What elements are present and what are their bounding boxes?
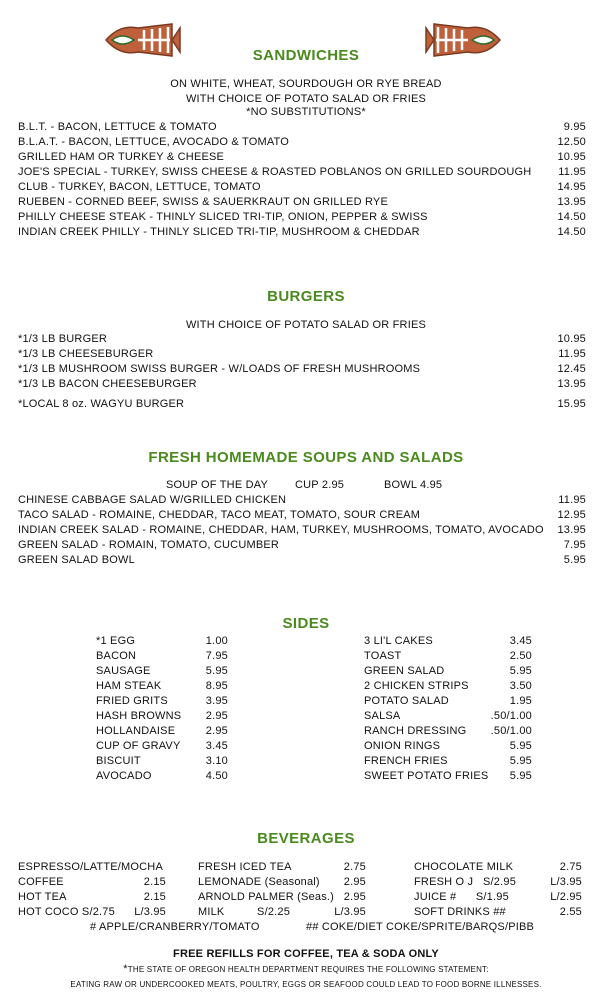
item-price: L/3.95	[334, 906, 366, 918]
item-name: B.L.A.T. - BACON, LETTUCE, AVOCADO & TOMATO	[18, 136, 290, 148]
item-name: ONION RINGS	[364, 740, 441, 752]
refills-notice: FREE REFILLS FOR COFFEE, TEA & SODA ONLY	[173, 948, 439, 960]
sandwiches-intro-sides: WITH CHOICE OF POTATO SALAD OR FRIES	[185, 93, 427, 105]
item-price: 13.95	[557, 524, 586, 536]
soup-cup-price: CUP 2.95	[295, 479, 345, 491]
side-item	[96, 634, 228, 649]
item-name: JOE'S SPECIAL - TURKEY, SWISS CHEESE & ROASTED POBLANOS ON GRILLED SOURDOUGH	[18, 166, 532, 178]
item-price: 5.95	[205, 665, 228, 677]
item-name: *LOCAL 8 oz. WAGYU BURGER	[18, 398, 185, 410]
menu-item	[18, 150, 586, 165]
item-price: 2.55	[559, 906, 582, 918]
item-name: ARNOLD PALMER (Seas.)	[198, 891, 335, 903]
item-name: SAUSAGE	[96, 665, 151, 677]
item-price: 2.95	[205, 710, 228, 722]
sides-left-column	[96, 634, 228, 784]
burgers-intro: WITH CHOICE OF POTATO SALAD OR FRIES	[185, 319, 427, 331]
menu-item	[18, 362, 586, 377]
beverage-item	[414, 890, 582, 905]
menu-item	[18, 553, 586, 568]
menu-item	[18, 347, 586, 362]
item-price: 2.95	[205, 725, 228, 737]
item-name: HOLLANDAISE	[96, 725, 176, 737]
beverages-column-3	[414, 860, 582, 920]
beverages-column-2	[198, 860, 366, 920]
item-name: RUEBEN - CORNED BEEF, SWISS & SAUERKRAUT ON GRILLED RYE	[18, 196, 389, 208]
item-name: FRESH O J S/2.95	[414, 876, 517, 888]
soda-note: ## COKE/DIET COKE/SPRITE/BARQS/PIBB	[306, 921, 535, 933]
menu-item	[18, 493, 586, 508]
item-name: FRIED GRITS	[96, 695, 168, 707]
side-item	[96, 649, 228, 664]
beverage-item	[198, 860, 366, 875]
item-name: GREEN SALAD - ROMAIN, TOMATO, CUCUMBER	[18, 539, 280, 551]
item-name: 3 LI'L CAKES	[364, 635, 433, 647]
item-price: 11.95	[558, 494, 586, 506]
soup-of-day-label: SOUP OF THE DAY	[166, 479, 269, 491]
item-price: 9.95	[563, 121, 586, 133]
item-price: 14.50	[557, 211, 586, 223]
item-price: 14.95	[557, 181, 586, 193]
beverage-item	[414, 905, 582, 920]
item-name: RANCH DRESSING	[364, 725, 467, 737]
item-price: 4.50	[205, 770, 228, 782]
side-item	[364, 664, 532, 679]
side-item	[96, 664, 228, 679]
item-name: *1/3 LB BACON CHEESEBURGER	[18, 378, 197, 390]
item-price: 7.95	[205, 650, 228, 662]
item-price: 3.95	[205, 695, 228, 707]
item-price: 3.50	[509, 680, 532, 692]
item-price: 1.95	[509, 695, 532, 707]
item-name: B.L.T. - BACON, LETTUCE & TOMATO	[18, 121, 217, 133]
side-item	[364, 739, 532, 754]
side-item	[96, 739, 228, 754]
menu-item	[18, 120, 586, 135]
side-item	[364, 649, 532, 664]
beverage-item	[18, 860, 166, 875]
item-name: *1/3 LB CHEESEBURGER	[18, 348, 154, 360]
side-item	[364, 709, 532, 724]
item-name: GREEN SALAD BOWL	[18, 554, 135, 566]
menu-item	[18, 165, 586, 180]
item-price: 3.45	[509, 635, 532, 647]
item-price: 2.95	[343, 876, 366, 888]
menu-item	[18, 210, 586, 225]
item-name: BISCUIT	[96, 755, 141, 767]
side-item	[364, 724, 532, 739]
beverages-heading: BEVERAGES	[257, 830, 355, 847]
menu-item	[18, 225, 586, 240]
item-price: 2.75	[559, 861, 582, 873]
side-item	[96, 724, 228, 739]
item-price: 15.95	[557, 398, 586, 410]
item-price: .50/1.00	[490, 725, 532, 737]
menu-item	[18, 523, 586, 538]
item-name: PHILLY CHEESE STEAK - THINLY SLICED TRI-TIP, ONION, PEPPER & SWISS	[18, 211, 428, 223]
item-price: 5.95	[509, 740, 532, 752]
side-item	[364, 634, 532, 649]
item-price: 5.95	[509, 770, 532, 782]
sandwiches-heading: SANDWICHES	[252, 47, 360, 64]
item-price: .50/1.00	[490, 710, 532, 722]
statement-text: THE STATE OF OREGON HEALTH DEPARTMENT REQUIRES THE FOLLOWING STATEMENT:	[127, 965, 489, 974]
soups-salads-heading: FRESH HOMEMADE SOUPS AND SALADS	[148, 449, 464, 466]
sides-heading: SIDES	[282, 615, 330, 632]
item-name: FRENCH FRIES	[364, 755, 448, 767]
item-name: MILK S/2.25	[198, 906, 291, 918]
item-price: 5.95	[563, 554, 586, 566]
item-price: 5.95	[509, 755, 532, 767]
item-name: BACON	[96, 650, 137, 662]
item-price: 1.00	[205, 635, 228, 647]
item-name: LEMONADE (Seasonal)	[198, 876, 320, 888]
beverage-item	[18, 905, 166, 920]
item-name: SWEET POTATO FRIES	[364, 770, 489, 782]
item-name: SOFT DRINKS ##	[414, 906, 506, 918]
side-item	[96, 769, 228, 784]
item-price: 10.95	[557, 151, 586, 163]
item-name: CUP OF GRAVY	[96, 740, 181, 752]
menu-item	[18, 332, 586, 347]
beverage-item	[198, 875, 366, 890]
beverage-item	[414, 875, 582, 890]
beverage-item	[198, 890, 366, 905]
item-name: GREEN SALAD	[364, 665, 445, 677]
item-name: CLUB - TURKEY, BACON, LETTUCE, TOMATO	[18, 181, 261, 193]
item-price: 13.95	[557, 378, 586, 390]
beverages-column-1	[18, 860, 166, 920]
item-name: SALSA	[364, 710, 401, 722]
item-price: 8.95	[205, 680, 228, 692]
beverage-item	[198, 905, 366, 920]
item-price: 14.50	[557, 226, 586, 238]
menu-item	[18, 180, 586, 195]
side-item	[96, 754, 228, 769]
item-name: JUICE # S/1.95	[414, 891, 509, 903]
item-name: *1/3 LB BURGER	[18, 333, 108, 345]
item-name: ESPRESSO/LATTE/MOCHA	[18, 861, 163, 873]
item-name: *1/3 LB MUSHROOM SWISS BURGER - W/LOADS OF FRESH MUSHROOMS	[18, 363, 421, 375]
side-item	[364, 769, 532, 784]
beverage-item	[18, 875, 166, 890]
beverage-item	[18, 890, 166, 905]
side-item	[364, 754, 532, 769]
item-price: L/2.95	[550, 891, 582, 903]
item-name: COFFEE	[18, 876, 64, 888]
item-name: CHOCOLATE MILK	[414, 861, 514, 873]
sandwiches-intro-bread: ON WHITE, WHEAT, SOURDOUGH OR RYE BREAD	[170, 78, 442, 90]
item-name: HOT TEA	[18, 891, 67, 903]
side-item	[96, 679, 228, 694]
item-name: GRILLED HAM OR TURKEY & CHEESE	[18, 151, 225, 163]
item-price: L/3.95	[134, 906, 166, 918]
item-price: 2.15	[143, 876, 166, 888]
health-warning: EATING RAW OR UNDERCOOKED MEATS, POULTRY, EGGS OR SEAFOOD COULD LEAD TO FOOD BORNE ILLNESSES.	[70, 980, 542, 989]
item-price: 12.95	[557, 509, 586, 521]
item-price: 3.45	[205, 740, 228, 752]
item-name: FRESH ICED TEA	[198, 861, 292, 873]
item-name: INDIAN CREEK SALAD - ROMAINE, CHEDDAR, HAM, TURKEY, MUSHROOMS, TOMATO, AVOCADO	[18, 524, 544, 536]
item-price: 10.95	[557, 333, 586, 345]
item-name: HOT COCO S/2.75	[18, 906, 115, 918]
item-price: 5.95	[509, 665, 532, 677]
item-name: AVOCADO	[96, 770, 152, 782]
item-price: 3.10	[205, 755, 228, 767]
item-name: INDIAN CREEK PHILLY - THINLY SLICED TRI-TIP, MUSHROOM & CHEDDAR	[18, 226, 420, 238]
menu-item	[18, 397, 586, 412]
menu-item	[18, 135, 586, 150]
item-price: 2.50	[509, 650, 532, 662]
item-name: TOAST	[364, 650, 402, 662]
item-price: 12.45	[557, 363, 586, 375]
side-item	[364, 694, 532, 709]
item-price: 7.95	[563, 539, 586, 551]
health-statement	[0, 962, 612, 977]
item-price: 13.95	[557, 196, 586, 208]
item-name: CHINESE CABBAGE SALAD W/GRILLED CHICKEN	[18, 494, 287, 506]
item-name: 2 CHICKEN STRIPS	[364, 680, 469, 692]
item-price: 11.95	[558, 166, 586, 178]
menu-item	[18, 195, 586, 210]
juice-note: # APPLE/CRANBERRY/TOMATO	[90, 921, 260, 933]
item-name: HAM STEAK	[96, 680, 162, 692]
item-name: TACO SALAD - ROMAINE, CHEDDAR, TACO MEAT, TOMATO, SOUR CREAM	[18, 509, 421, 521]
soup-bowl-price: BOWL 4.95	[384, 479, 443, 491]
side-item	[364, 679, 532, 694]
item-price: 2.95	[343, 891, 366, 903]
menu-item	[18, 538, 586, 553]
menu-item	[18, 508, 586, 523]
item-name: HASH BROWNS	[96, 710, 182, 722]
item-price: 2.75	[343, 861, 366, 873]
beverage-item	[414, 860, 582, 875]
sides-right-column	[364, 634, 532, 784]
item-name: POTATO SALAD	[364, 695, 449, 707]
item-price: L/3.95	[550, 876, 582, 888]
side-item	[96, 694, 228, 709]
item-name: *1 EGG	[96, 635, 136, 647]
item-price: 12.50	[557, 136, 586, 148]
menu-item	[18, 377, 586, 392]
burgers-heading: BURGERS	[267, 288, 345, 305]
item-price: 2.15	[143, 891, 166, 903]
sandwiches-intro-nosub: *NO SUBSTITUTIONS*	[246, 106, 366, 118]
item-price: 11.95	[558, 348, 586, 360]
statement-asterisk: *	[123, 963, 128, 975]
side-item	[96, 709, 228, 724]
